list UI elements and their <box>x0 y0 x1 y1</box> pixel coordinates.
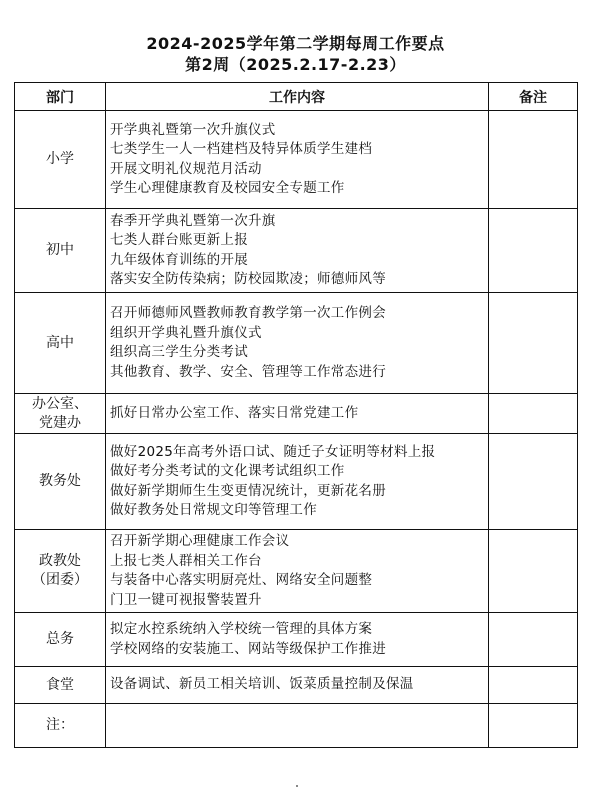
work-item: 与装备中心落实明厨亮灶、网络安全问题整 <box>110 572 373 588</box>
note-cell <box>489 394 578 434</box>
work-item: 做好新学期师生生变更情况统计，更新花名册 <box>110 482 386 499</box>
work-item: 学校网络的安装施工、网站等级保护工作推进 <box>110 640 386 657</box>
note-cell <box>489 530 578 613</box>
table-row <box>15 394 578 434</box>
work-item: 组织开学典礼暨升旗仪式 <box>110 324 262 341</box>
dept-label: 教务处 <box>39 473 81 489</box>
work-item: 门卫一键可视报警装置升 <box>110 591 262 608</box>
note-cell <box>489 434 578 530</box>
document-title: 2024-2025学年第二学期每周工作要点 <box>146 34 445 53</box>
dept-label: 政教处 <box>39 553 81 569</box>
work-item: 设备调试、新员工相关培训、饭菜质量控制及保温 <box>110 676 414 693</box>
work-item: 组织高三学生分类考试 <box>110 344 248 360</box>
header-dept: 部门 <box>15 83 106 111</box>
work-item: 七类学生一人一档建档及特异体质学生建档 <box>110 141 373 157</box>
work-item: 七类人群台账更新上报 <box>110 232 248 248</box>
dept-cell <box>15 613 106 667</box>
dept-label: 初中 <box>46 242 74 258</box>
table-row <box>15 434 578 530</box>
dept-label: 总务 <box>46 631 74 647</box>
dept-cell <box>15 293 106 394</box>
content-cell <box>106 667 489 704</box>
work-item: 做好2025年高考外语口试、随迁子女证明等材料上报 <box>110 443 436 460</box>
dept-cell <box>15 434 106 530</box>
dept-label: 党建办 <box>39 414 81 431</box>
work-item: 拟定水控系统纳入学校统一管理的具体方案 <box>110 621 373 637</box>
content-cell <box>106 530 489 613</box>
work-item: 做好考分类考试的文化课考试组织工作 <box>110 463 345 479</box>
content-cell <box>106 613 489 667</box>
dept-cell <box>15 209 106 293</box>
content-cell <box>106 111 489 209</box>
header-note: 备注 <box>489 83 578 111</box>
table-row <box>15 704 578 748</box>
note-cell <box>489 704 578 748</box>
dept-cell <box>15 530 106 613</box>
page-dot <box>296 785 298 787</box>
note-cell <box>489 667 578 704</box>
dept-label: （团委） <box>32 572 88 588</box>
table-row <box>15 667 578 704</box>
dept-cell <box>15 111 106 209</box>
work-item: 上报七类人群相关工作台 <box>110 552 262 569</box>
content-cell <box>106 394 489 434</box>
table-row <box>15 530 578 613</box>
dept-label: 高中 <box>46 334 74 351</box>
dept-label: 小学 <box>46 151 74 167</box>
note-cell <box>489 111 578 209</box>
content-cell <box>106 293 489 394</box>
header-content: 工作内容 <box>106 83 489 111</box>
work-item: 学生心理健康教育及校园安全专题工作 <box>110 180 345 196</box>
note-cell <box>489 293 578 394</box>
week-subtitle: 第2周（2025.2.17-2.23） <box>185 55 406 74</box>
dept-label: 注： <box>46 717 74 733</box>
content-cell <box>106 434 489 530</box>
content-cell <box>106 704 489 748</box>
table-row <box>15 111 578 209</box>
table-row <box>15 293 578 394</box>
dept-label: 食堂 <box>46 676 74 693</box>
work-item: 抓好日常办公室工作、落实日常党建工作 <box>110 404 359 421</box>
work-item: 九年级体育训练的开展 <box>110 251 248 268</box>
table-row <box>15 209 578 293</box>
work-item: 落实安全防传染病；防校园欺凌；师德师风等 <box>110 271 386 287</box>
content-cell <box>106 209 489 293</box>
dept-cell <box>15 704 106 748</box>
work-item: 开展文明礼仪规范月活动 <box>110 160 262 177</box>
note-cell <box>489 209 578 293</box>
dept-cell <box>15 394 106 434</box>
work-item: 春季开学典礼暨第一次升旗 <box>110 212 276 229</box>
note-cell <box>489 613 578 667</box>
work-item: 做好教务处日常规文印等管理工作 <box>110 502 317 518</box>
work-item: 召开师德师风暨教师教育教学第一次工作例会 <box>110 305 386 321</box>
table-row <box>15 613 578 667</box>
work-item: 开学典礼暨第一次升旗仪式 <box>110 121 276 138</box>
dept-cell <box>15 667 106 704</box>
table-header-row <box>15 83 578 111</box>
work-item: 其他教育、教学、安全、管理等工作常态进行 <box>110 363 386 380</box>
dept-label: 办公室、 <box>32 395 88 412</box>
work-item: 召开新学期心理健康工作会议 <box>110 533 290 549</box>
work-plan-table <box>14 82 578 748</box>
